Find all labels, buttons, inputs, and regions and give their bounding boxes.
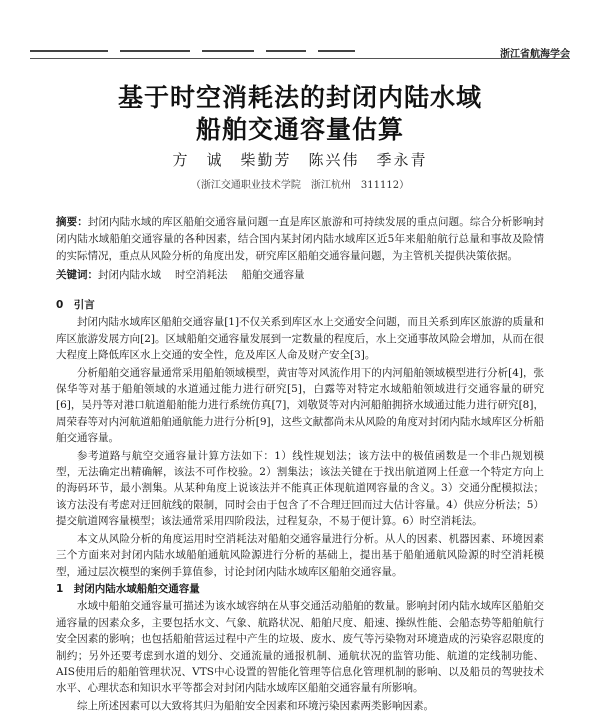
authors: 方 诚 柴勤芳 陈兴伟 季永青 bbox=[172, 151, 428, 169]
keyword-item: 时空消耗法 bbox=[175, 269, 228, 281]
paragraph: 封闭内陆水域库区船舶交通容量[1]不仅关系到库区水上交通安全问题，而且关系到库区旅游的质量和库区旅游发展方向[2]。区域船舶交通容量发展到一定数量的程度后，水上交通事故风险会增加，从而在很大程度上降低库区水上交通的安全性，危及库区人命及财产安全[3]。 bbox=[56, 316, 544, 362]
paper-title-line-2: 船舶交通容量估算 bbox=[195, 115, 404, 144]
keywords bbox=[56, 267, 544, 284]
section-heading: 1 封闭内陆水域船舶交通容量 bbox=[56, 582, 200, 595]
paragraph: 分析船舶交通容量通常采用船舶领域模型，黄宙等对风流作用下的内河船舶领域模型进行分析[4]，张保华等对基于船舶领域的水道通过能力进行研究[5]，白露等对特定水域船舶领域进行交通容量的研究[6]，吴丹等对港口航道船舶能力进行系统仿真[7]，刘敬贤等对内河船舶拥挤水域通过能力进行研究[8]，周荣春等对内河航道船舶通航能力进行分析[9]，这些文献都尚未从风险的角度对封闭内陆水域库区分析船舶交通容量。 bbox=[56, 366, 544, 445]
section-heading: 0 引言 bbox=[56, 299, 95, 311]
abstract bbox=[56, 214, 544, 265]
paper-title-line-1: 基于时空消耗法的封闭内陆水域 bbox=[117, 83, 482, 112]
paragraph: 水域中船舶交通容量可描述为该水域容纳在从事交通活动船舶的数量。影响封闭内陆水域库区船舶交通容量的因素众多，主要包括水文、气象、航路状况、船舶尺度、船速、操纵性能、会船态势等船舶航行安全因素的影响；也包括船舶营运过程中产生的垃圾、废水、废气等污染物对环境造成的污染容忍限度的制约；另外还要考虑到水道的划分、交通流量的通报机制、通航状况的监管功能、航道的定线制功能、AIS使用后的船舶管理状况、VTS中心设置的智能化管理等信息化管理机制的影响、以及船员的驾驶技术水平、心理状态和知识水平等都会对封闭内陆水域库区船舶交通容量有所影响。 bbox=[56, 600, 544, 695]
abstract-label: 摘要： bbox=[56, 216, 88, 228]
affiliation: （浙江交通职业技术学院 浙江杭州 311112） bbox=[190, 180, 410, 191]
header-rule-segments bbox=[30, 50, 355, 53]
keyword-item: 封闭内陆水域 bbox=[98, 269, 161, 281]
paragraph: 本文从风险分析的角度运用时空消耗法对船舶交通容量进行分析。从人的因素、机器因素、环境因素三个方面来对封闭内陆水域船舶通航风险源进行分析的基础上，提出基于船舶通航风险源的时空消耗模型，通过层次模型的案例手算值参，讨论封闭内陆水域库区船舶交通容量。 bbox=[56, 532, 544, 578]
paper-body bbox=[56, 297, 544, 715]
keywords-label: 关键词： bbox=[56, 269, 98, 281]
paragraph: 综上所述因素可以大致将其归为船舶安全因素和环境污染因素两类影响因素。 bbox=[77, 699, 434, 712]
abstract-text: 封闭内陆水域的库区船舶交通容量问题一直是库区旅游和可持续发展的重点问题。综合分析影响封闭内陆水域船舶交通容量的各种因素，结合国内某封闭内陆水域库区近5年来船舶航行总量和事故及险情的实际情况，重点从风险分析的角度出发，研究库区船舶交通容量问题，为主管机关提供决策依据。 bbox=[56, 216, 545, 262]
journal-name: 浙江省航海学会 bbox=[500, 49, 570, 60]
header-rule bbox=[30, 58, 570, 59]
paragraph: 参考道路与航空交通容量计算方法如下：1）线性规划法；该方法中的极值函数是一个非凸规划模型，无法确定出精确解，该法不可作校验。2）割集法；该法关键在于找出航道网上任意一个特定方向上的海码环节，最小割集。从某种角度上说该法并不能真正体现航道网容量的含义。3）交通分配模拟法；该方法没有考虑对迂回航线的限制，同时会由于包含了不合理迂回而过大估计容量。4）供应分析法；5）提交航道网容量模型；该法通常采用四阶段法，过程复杂，不易于便计算。6）时空消耗法。 bbox=[56, 449, 544, 528]
keyword-item: 船舶交通容量 bbox=[241, 269, 305, 281]
